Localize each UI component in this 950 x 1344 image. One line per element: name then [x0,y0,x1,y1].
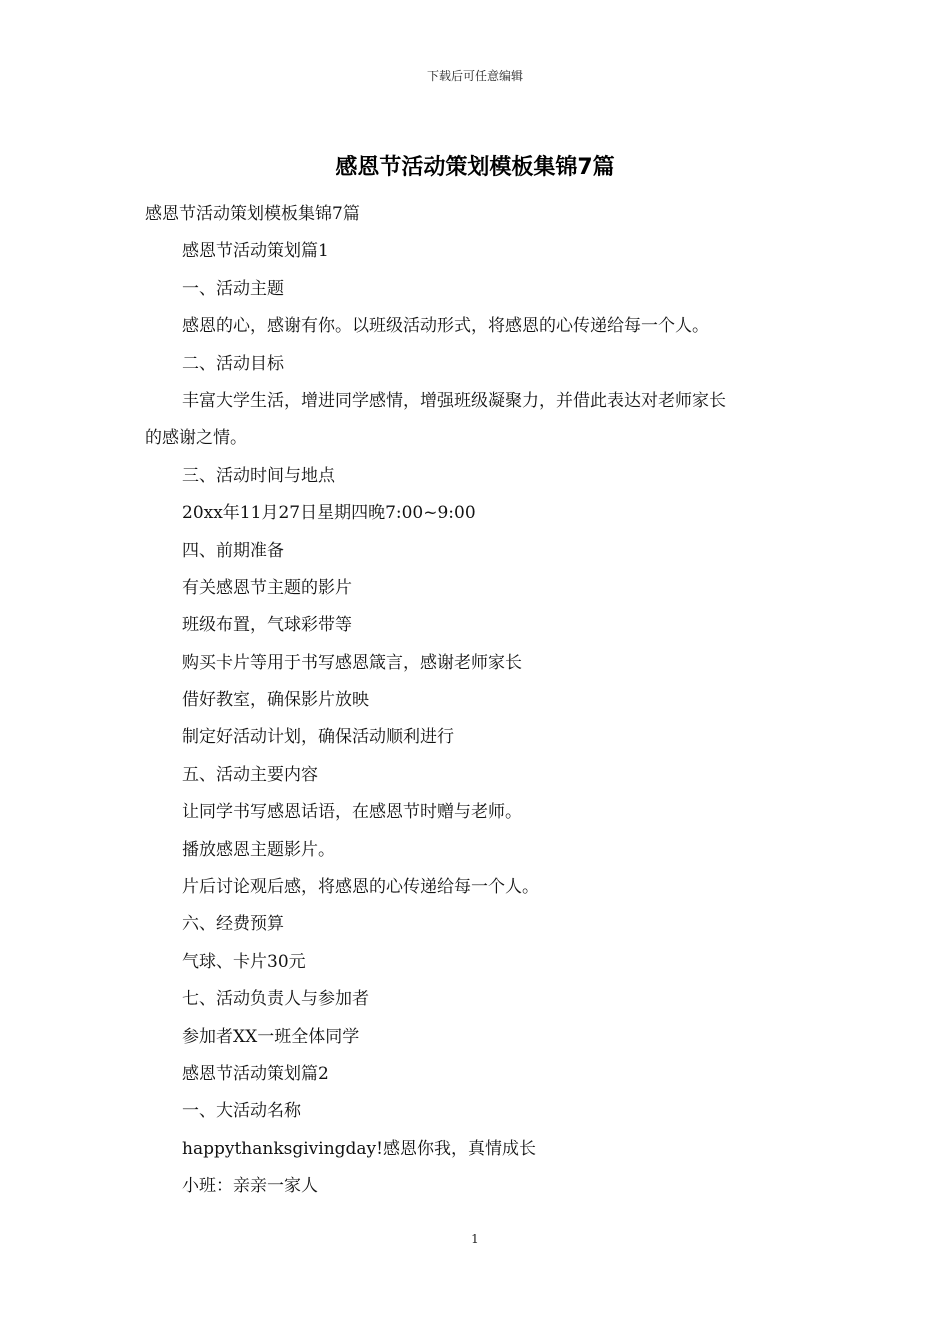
paragraph: 购买卡片等用于书写感恩箴言，感谢老师家长 [182,652,522,673]
page-number: 1 [471,1232,479,1246]
paragraph-heading: 一、大活动名称 [182,1101,301,1122]
section-heading: 感恩节活动策划篇2 [182,1063,329,1084]
paragraph: 制定好活动计划，确保活动顺利进行 [182,727,454,748]
paragraph-heading: 四、前期准备 [182,540,284,561]
paragraph: 参加者XX一班全体同学 [182,1026,360,1047]
document-body [145,196,810,1206]
paragraph-heading: 二、活动目标 [182,353,284,374]
paragraph-continuation: 的感谢之情。 [145,428,247,449]
paragraph: 片后讨论观后感，将感恩的心传递给每一个人。 [182,877,539,898]
paragraph: 感恩的心，感谢有你。以班级活动形式，将感恩的心传递给每一个人。 [182,316,709,337]
paragraph-heading: 六、经费预算 [182,914,284,935]
paragraph: happythanksgivingday!感恩你我，真情成长 [182,1138,536,1159]
paragraph: 播放感恩主题影片。 [182,839,335,860]
paragraph: 20xx年11月27日星期四晚7:00~9:00 [182,503,476,524]
paragraph-heading: 一、活动主题 [182,278,284,299]
paragraph-heading: 五、活动主要内容 [182,764,318,785]
paragraph: 借好教室，确保影片放映 [182,690,369,711]
page-header: 下载后可任意编辑 [426,69,523,83]
paragraph: 让同学书写感恩话语，在感恩节时赠与老师。 [182,802,522,823]
paragraph-heading: 七、活动负责人与参加者 [182,989,369,1010]
section-heading: 感恩节活动策划篇1 [182,241,329,262]
paragraph: 丰富大学生活，增进同学感情，增强班级凝聚力，并借此表达对老师家长 [182,390,726,411]
paragraph: 有关感恩节主题的影片 [182,577,352,598]
paragraph: 气球、卡片30元 [182,951,306,972]
paragraph: 班级布置，气球彩带等 [182,615,352,636]
paragraph: 小班：亲亲一家人 [182,1176,318,1197]
paragraph-heading: 三、活动时间与地点 [182,465,335,486]
subtitle-line: 感恩节活动策划模板集锦7篇 [145,204,360,224]
document-title: 感恩节活动策划模板集锦7篇 [335,155,615,180]
